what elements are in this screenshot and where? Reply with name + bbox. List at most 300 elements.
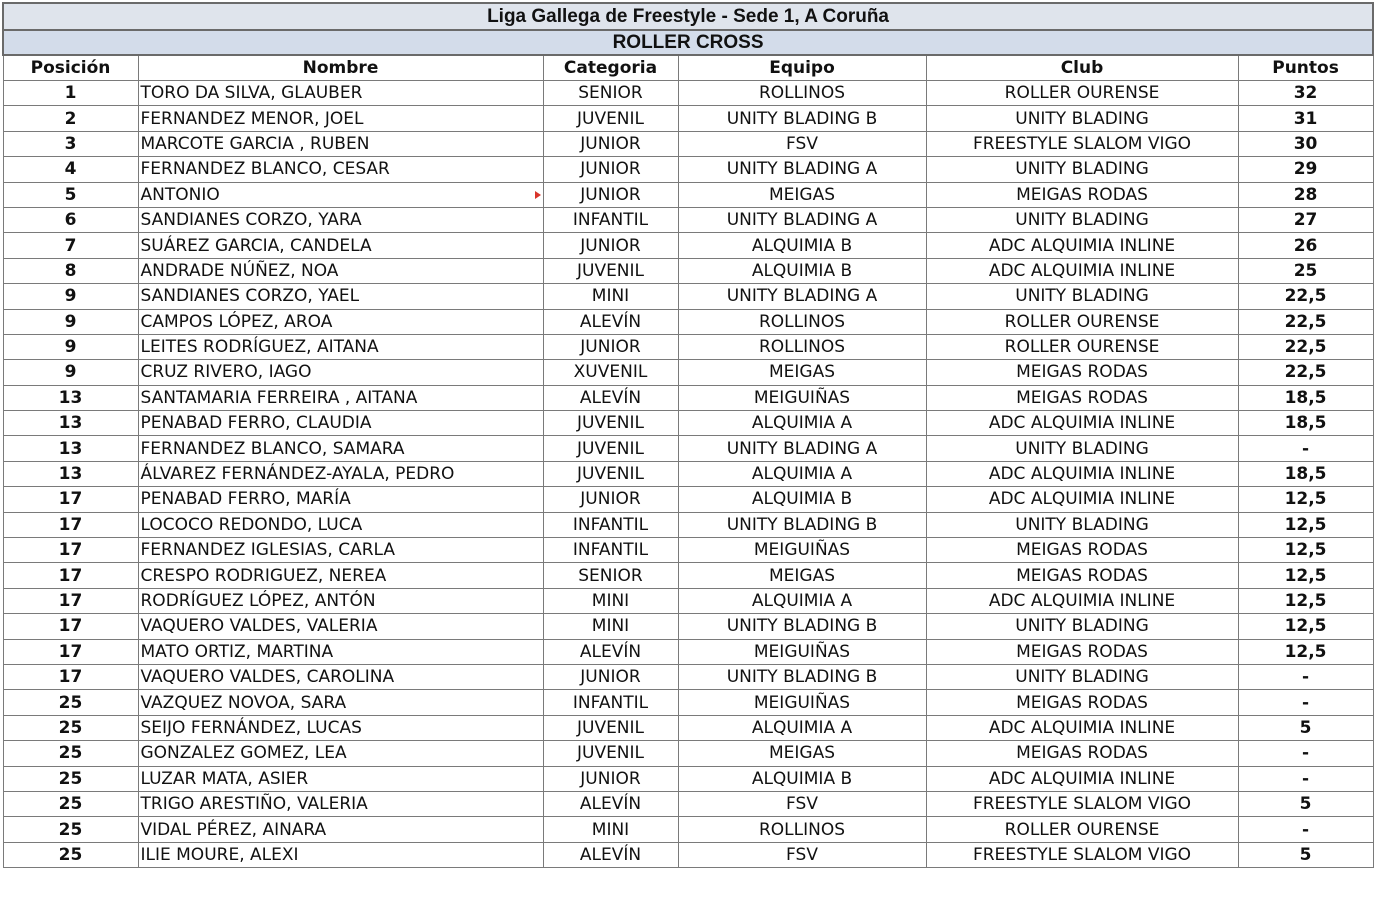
points-cell (1238, 690, 1373, 715)
points-cell (1238, 309, 1373, 334)
team-cell-text: MEIGAS (768, 362, 836, 383)
table-row (3, 461, 1373, 486)
category-cell (543, 106, 678, 131)
team-cell (678, 715, 926, 740)
category-cell-text: JUNIOR (580, 768, 641, 789)
position-cell-text: 25 (58, 844, 83, 865)
team-cell-text: ROLLINOS (758, 83, 846, 104)
points-cell (1238, 334, 1373, 359)
name-cell (138, 766, 543, 791)
position-cell (3, 461, 138, 486)
team-cell-text: MEIGAS (768, 184, 836, 205)
points-cell-text: - (1302, 819, 1310, 840)
table-row (3, 360, 1373, 385)
name-cell (138, 690, 543, 715)
points-cell (1238, 131, 1373, 156)
team-cell (678, 258, 926, 283)
club-cell-text: FREESTYLE SLALOM VIGO (972, 844, 1192, 865)
name-cell-text: CRUZ RIVERO, IAGO (140, 362, 312, 383)
club-cell (926, 639, 1238, 664)
position-cell (3, 664, 138, 689)
name-cell-text: LUZAR MATA, ASIER (140, 768, 309, 789)
position-cell (3, 639, 138, 664)
club-cell (926, 284, 1238, 309)
category-cell (543, 588, 678, 613)
name-cell-text: TORO DA SILVA, GLAUBER (140, 83, 363, 104)
club-cell-text: ROLLER OURENSE (1004, 311, 1160, 332)
name-cell (138, 131, 543, 156)
category-cell-text: JUVENIL (576, 438, 645, 459)
team-cell-text: UNITY BLADING B (726, 616, 878, 637)
points-cell (1238, 766, 1373, 791)
name-cell-text: FERNANDEZ MENOR, JOEL (140, 108, 364, 129)
team-cell (678, 538, 926, 563)
position-cell-text: 17 (58, 667, 83, 688)
position-cell (3, 817, 138, 842)
position-cell (3, 436, 138, 461)
points-cell (1238, 258, 1373, 283)
table-row (3, 664, 1373, 689)
name-cell-text: VAZQUEZ NOVOA, SARA (140, 692, 347, 713)
table-row (3, 131, 1373, 156)
position-cell (3, 360, 138, 385)
category-cell-text: INFANTIL (572, 514, 649, 535)
name-cell (138, 157, 543, 182)
points-cell-text: 12,5 (1284, 641, 1327, 662)
category-cell (543, 258, 678, 283)
category-cell (543, 563, 678, 588)
club-cell-text: UNITY BLADING (1015, 616, 1149, 637)
team-cell (678, 360, 926, 385)
position-cell (3, 233, 138, 258)
team-cell (678, 385, 926, 410)
position-cell (3, 284, 138, 309)
team-cell (678, 791, 926, 816)
club-cell (926, 309, 1238, 334)
club-cell (926, 766, 1238, 791)
points-cell (1238, 233, 1373, 258)
club-cell (926, 411, 1238, 436)
table-row (3, 207, 1373, 232)
points-cell (1238, 436, 1373, 461)
points-cell-text: - (1302, 667, 1310, 688)
team-cell (678, 157, 926, 182)
position-cell-text: 4 (64, 159, 77, 180)
name-cell-text: CRESPO RODRIGUEZ, NEREA (140, 565, 387, 586)
team-cell (678, 461, 926, 486)
points-cell (1238, 461, 1373, 486)
team-cell (678, 512, 926, 537)
team-cell-text: ALQUIMIA A (751, 591, 853, 611)
team-cell-text: UNITY BLADING B (726, 108, 878, 129)
club-cell-text: UNITY BLADING (1015, 159, 1149, 180)
points-cell-text: 18,5 (1284, 464, 1327, 485)
table-row (3, 182, 1373, 207)
team-cell (678, 588, 926, 613)
name-cell-text: MARCOTE GARCIA , RUBEN (140, 133, 370, 154)
category-cell-text: JUVENIL (576, 743, 645, 764)
name-cell-text: GONZALEZ GOMEZ, LEA (140, 743, 347, 764)
column-header-row (3, 55, 1373, 81)
club-cell (926, 461, 1238, 486)
club-cell-text: MEIGAS RODAS (1016, 540, 1148, 561)
table-row (3, 334, 1373, 359)
points-cell (1238, 284, 1373, 309)
position-cell-text: 17 (58, 514, 83, 535)
position-cell-text: 5 (64, 184, 77, 205)
club-cell-text: ADC ALQUIMIA INLINE (988, 413, 1176, 434)
category-cell-text: JUVENIL (576, 464, 645, 485)
club-cell-text: UNITY BLADING (1015, 438, 1149, 459)
table-row (3, 588, 1373, 613)
position-cell-text: 25 (58, 794, 83, 815)
team-cell (678, 639, 926, 664)
team-cell-text: FSV (786, 133, 818, 154)
club-cell-text: ROLLER OURENSE (1004, 819, 1160, 840)
team-cell-text: MEIGUIÑAS (753, 692, 851, 713)
club-cell-text: UNITY BLADING (1015, 210, 1149, 231)
points-cell-text: 30 (1293, 133, 1318, 154)
points-cell (1238, 614, 1373, 639)
category-cell-text: SENIOR (578, 83, 643, 104)
category-cell-text: JUNIOR (580, 235, 641, 256)
club-cell-text: MEIGAS RODAS (1016, 692, 1148, 713)
name-cell (138, 81, 543, 106)
name-cell (138, 106, 543, 131)
category-cell (543, 334, 678, 359)
club-cell (926, 81, 1238, 106)
position-cell-text: 7 (64, 235, 77, 256)
team-cell (678, 741, 926, 766)
category-cell (543, 639, 678, 664)
category-cell-text: JUNIOR (580, 337, 641, 358)
club-cell (926, 715, 1238, 740)
table-row (3, 538, 1373, 563)
points-cell (1238, 207, 1373, 232)
points-cell-text: 18,5 (1284, 413, 1327, 434)
table-row (3, 741, 1373, 766)
name-cell (138, 258, 543, 283)
category-cell-text: JUNIOR (580, 133, 641, 154)
header-team: Equipo (678, 55, 926, 81)
position-cell (3, 512, 138, 537)
category-cell-text: ALEVÍN (579, 311, 642, 332)
club-cell-text: ADC ALQUIMIA INLINE (988, 235, 1176, 256)
table-row (3, 81, 1373, 106)
club-cell-text: MEIGAS RODAS (1016, 362, 1148, 383)
points-cell-text: - (1302, 438, 1310, 459)
position-cell (3, 715, 138, 740)
points-cell (1238, 411, 1373, 436)
team-cell (678, 563, 926, 588)
category-cell-text: MINI (591, 616, 630, 637)
position-cell-text: 9 (64, 286, 77, 307)
position-cell-text: 25 (58, 768, 83, 789)
name-cell-text: SANTAMARIA FERREIRA , AITANA (140, 387, 418, 408)
points-cell (1238, 741, 1373, 766)
name-cell-text: TRIGO ARESTIÑO, VALERIA (140, 794, 368, 815)
category-cell-text: JUVENIL (576, 108, 645, 129)
position-cell (3, 690, 138, 715)
team-cell-text: ALQUIMIA A (751, 464, 853, 485)
club-cell-text: MEIGAS RODAS (1016, 641, 1148, 662)
table-row (3, 639, 1373, 664)
points-cell (1238, 538, 1373, 563)
table-row (3, 385, 1373, 410)
team-cell (678, 106, 926, 131)
team-cell (678, 614, 926, 639)
team-cell (678, 766, 926, 791)
table-row (3, 766, 1373, 791)
category-cell-text: JUVENIL (576, 717, 645, 738)
position-cell-text: 9 (64, 362, 77, 383)
table-row (3, 563, 1373, 588)
category-cell (543, 436, 678, 461)
name-cell (138, 207, 543, 232)
points-cell (1238, 512, 1373, 537)
position-cell-text: 9 (64, 311, 77, 332)
position-cell (3, 411, 138, 436)
category-cell (543, 360, 678, 385)
category-cell-text: JUVENIL (576, 260, 645, 281)
team-cell (678, 81, 926, 106)
position-cell (3, 741, 138, 766)
name-cell-text: VIDAL PÉREZ, AINARA (140, 819, 327, 840)
position-cell (3, 182, 138, 207)
category-cell-text: JUNIOR (580, 667, 641, 688)
team-cell-text: UNITY BLADING A (726, 286, 878, 307)
points-cell-text: 12,5 (1284, 616, 1327, 637)
club-cell (926, 538, 1238, 563)
points-cell (1238, 664, 1373, 689)
header-club: Club (926, 55, 1238, 81)
table-row (3, 487, 1373, 512)
club-cell-text: ADC ALQUIMIA INLINE (988, 768, 1176, 789)
header-category: Categoria (543, 55, 678, 81)
points-cell (1238, 791, 1373, 816)
team-cell-text: FSV (786, 844, 818, 865)
club-cell (926, 131, 1238, 156)
club-cell (926, 842, 1238, 867)
name-cell (138, 309, 543, 334)
name-cell-text: PENABAD FERRO, MARÍA (140, 489, 351, 510)
team-cell (678, 207, 926, 232)
position-cell-text: 25 (58, 819, 83, 840)
club-cell (926, 157, 1238, 182)
category-cell-text: JUNIOR (580, 184, 641, 205)
club-cell (926, 664, 1238, 689)
table-row (3, 106, 1373, 131)
position-cell-text: 17 (58, 616, 83, 637)
name-cell-text: FERNANDEZ BLANCO, CESAR (140, 159, 390, 180)
category-cell-text: JUVENIL (576, 413, 645, 434)
team-cell-text: MEIGUIÑAS (753, 540, 851, 561)
title-row (3, 3, 1373, 30)
position-cell (3, 258, 138, 283)
team-cell-text: ALQUIMIA A (751, 717, 853, 738)
category-cell (543, 461, 678, 486)
points-cell (1238, 842, 1373, 867)
name-cell-text: RODRÍGUEZ LÓPEZ, ANTÓN (140, 591, 376, 611)
table-row (3, 842, 1373, 867)
team-cell (678, 842, 926, 867)
points-cell-text: 29 (1293, 159, 1318, 180)
points-cell-text: 31 (1293, 108, 1318, 129)
category-cell-text: INFANTIL (572, 210, 649, 231)
position-cell-text: 17 (58, 641, 83, 662)
name-cell (138, 512, 543, 537)
points-cell (1238, 563, 1373, 588)
team-cell (678, 334, 926, 359)
table-row (3, 817, 1373, 842)
subtitle-row (3, 30, 1373, 55)
position-cell-text: 13 (58, 413, 83, 434)
category-cell-text: MINI (591, 819, 630, 840)
team-cell-text: MEIGAS (768, 565, 836, 586)
category-cell (543, 385, 678, 410)
points-cell (1238, 106, 1373, 131)
category-cell (543, 741, 678, 766)
team-cell-text: MEIGUIÑAS (753, 641, 851, 662)
category-cell (543, 81, 678, 106)
category-cell-text: JUNIOR (580, 489, 641, 510)
points-cell-text: 18,5 (1284, 387, 1327, 408)
table-body (3, 81, 1373, 868)
points-cell-text: - (1302, 743, 1310, 764)
position-cell (3, 842, 138, 867)
table-row (3, 614, 1373, 639)
club-cell-text: ROLLER OURENSE (1004, 83, 1160, 104)
table-row (3, 791, 1373, 816)
team-cell (678, 817, 926, 842)
position-cell (3, 487, 138, 512)
team-cell-text: UNITY BLADING B (726, 514, 878, 535)
points-cell (1238, 385, 1373, 410)
name-cell-text: VAQUERO VALDES, CAROLINA (140, 667, 395, 688)
position-cell-text: 17 (58, 489, 83, 510)
points-cell-text: 27 (1293, 210, 1318, 231)
team-cell (678, 664, 926, 689)
club-cell (926, 614, 1238, 639)
position-cell-text: 17 (58, 565, 83, 586)
club-cell (926, 817, 1238, 842)
team-cell (678, 233, 926, 258)
category-cell-text: MINI (591, 591, 630, 611)
team-cell-text: ROLLINOS (758, 819, 846, 840)
club-cell-text: UNITY BLADING (1015, 286, 1149, 307)
points-cell-text: - (1302, 692, 1310, 713)
club-cell (926, 258, 1238, 283)
club-cell-text: UNITY BLADING (1015, 514, 1149, 535)
club-cell-text: ADC ALQUIMIA INLINE (988, 591, 1176, 611)
category-cell (543, 182, 678, 207)
team-cell (678, 309, 926, 334)
position-cell-text: 13 (58, 387, 83, 408)
club-cell-text: ADC ALQUIMIA INLINE (988, 489, 1176, 510)
event-title: ROLLER CROSS (3, 30, 1373, 55)
points-cell-text: 12,5 (1284, 514, 1327, 535)
club-cell (926, 791, 1238, 816)
category-cell-text: ALEVÍN (579, 844, 642, 865)
points-cell-text: 32 (1293, 83, 1318, 104)
points-cell-text: 12,5 (1284, 489, 1327, 510)
header-points: Puntos (1238, 55, 1373, 81)
club-cell (926, 334, 1238, 359)
name-cell (138, 487, 543, 512)
points-cell (1238, 157, 1373, 182)
team-cell (678, 182, 926, 207)
category-cell (543, 538, 678, 563)
team-cell-text: MEIGUIÑAS (753, 387, 851, 408)
position-cell-text: 3 (64, 133, 77, 154)
club-cell (926, 588, 1238, 613)
team-cell-text: ALQUIMIA B (751, 260, 853, 281)
name-cell (138, 436, 543, 461)
position-cell (3, 563, 138, 588)
name-cell (138, 614, 543, 639)
points-cell (1238, 81, 1373, 106)
position-cell (3, 614, 138, 639)
position-cell-text: 17 (58, 591, 83, 611)
points-cell-text: 12,5 (1284, 565, 1327, 586)
name-cell (138, 385, 543, 410)
name-cell-text: VAQUERO VALDES, VALERIA (140, 616, 378, 637)
category-cell (543, 791, 678, 816)
table-row (3, 284, 1373, 309)
position-cell (3, 309, 138, 334)
category-cell-text: INFANTIL (572, 692, 649, 713)
position-cell-text: 13 (58, 438, 83, 459)
name-cell-text: ANDRADE NÚÑEZ, NOA (140, 260, 339, 281)
table-row (3, 233, 1373, 258)
team-cell-text: MEIGAS (768, 743, 836, 764)
category-cell-text: MINI (591, 286, 630, 307)
category-cell (543, 411, 678, 436)
points-cell-text: - (1302, 768, 1310, 789)
club-cell (926, 436, 1238, 461)
table-row (3, 411, 1373, 436)
club-cell-text: FREESTYLE SLALOM VIGO (972, 794, 1192, 815)
club-cell-text: ADC ALQUIMIA INLINE (988, 260, 1176, 281)
category-cell (543, 842, 678, 867)
name-cell-text: LEITES RODRÍGUEZ, AITANA (140, 337, 379, 358)
points-cell-text: 22,5 (1284, 286, 1327, 307)
position-cell-text: 17 (58, 540, 83, 561)
position-cell (3, 588, 138, 613)
category-cell-text: JUNIOR (580, 159, 641, 180)
position-cell-text: 1 (64, 83, 77, 104)
name-cell (138, 334, 543, 359)
name-cell (138, 538, 543, 563)
position-cell-text: 25 (58, 717, 83, 738)
team-cell-text: ALQUIMIA A (751, 413, 853, 434)
name-cell (138, 284, 543, 309)
name-cell-text: ANTONIO (140, 184, 220, 205)
position-cell (3, 334, 138, 359)
name-cell (138, 461, 543, 486)
points-cell-text: 5 (1299, 717, 1312, 738)
category-cell (543, 284, 678, 309)
club-cell-text: ADC ALQUIMIA INLINE (988, 717, 1176, 738)
comment-marker-icon (535, 191, 541, 199)
points-cell (1238, 182, 1373, 207)
name-cell (138, 715, 543, 740)
name-cell (138, 360, 543, 385)
points-cell-text: 28 (1293, 184, 1318, 205)
position-cell (3, 385, 138, 410)
team-cell-text: ALQUIMIA B (751, 768, 853, 789)
category-cell-text: ALEVÍN (579, 641, 642, 662)
